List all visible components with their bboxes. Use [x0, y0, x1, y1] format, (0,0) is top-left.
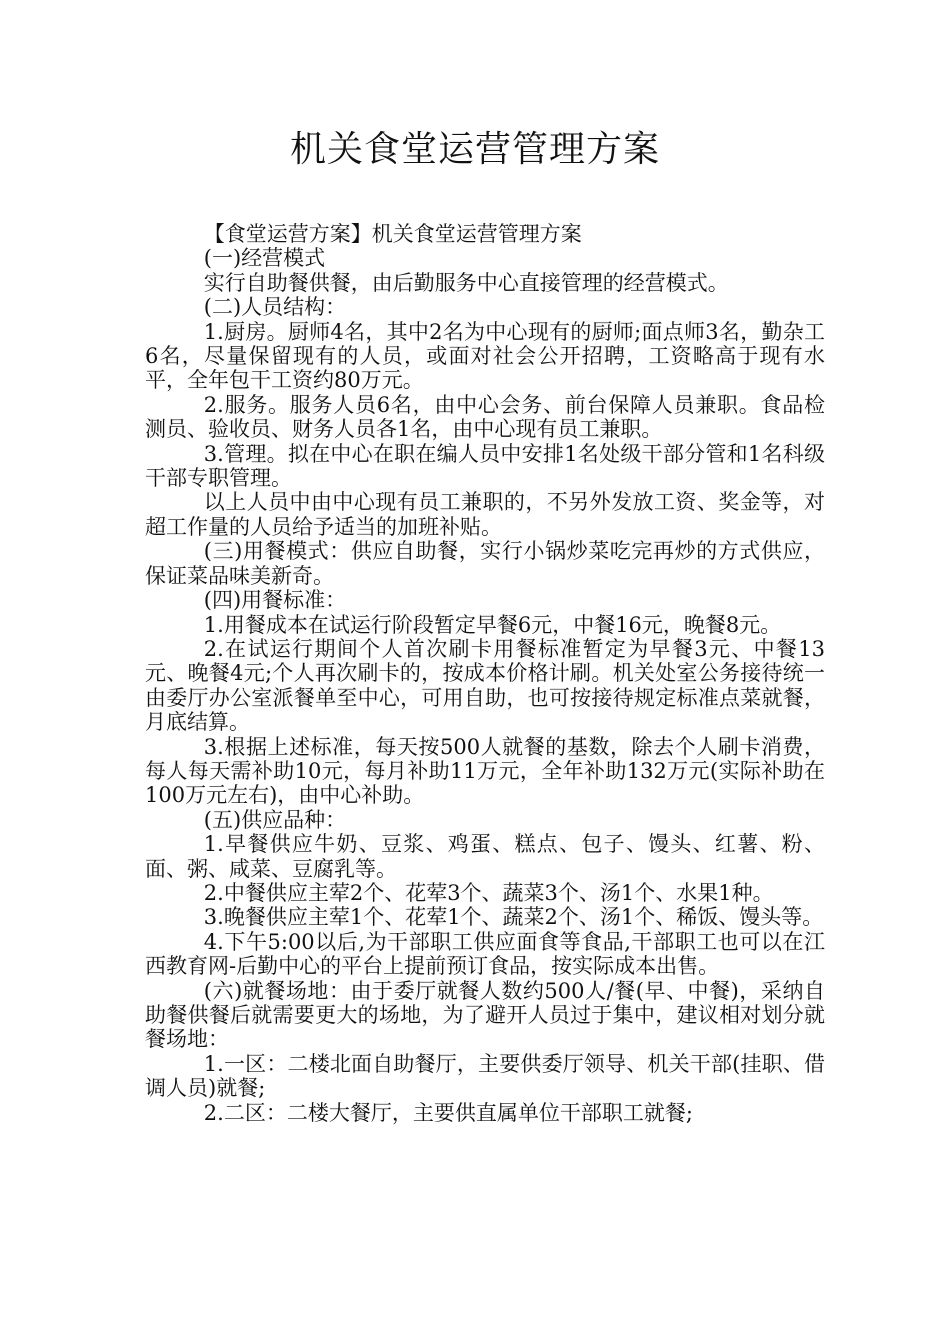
list-item: 1.厨房。厨师4名，其中2名为中心现有的厨师;面点师3名，勤杂工6名，尽量保留现有的人员，或面对社会公开招聘，工资略高于现有水平，全年包干工资约80万元。 [145, 319, 825, 393]
list-item: 2.在试运行期间个人首次刷卡用餐标准暂定为早餐3元、中餐13元、晚餐4元;个人再次刷卡的，按成本价格计刷。机关处室公务接待统一由委厅办公室派餐单至中心，可用自助，也可按接待规定标准点菜就餐，月底结算。 [145, 636, 825, 735]
list-item: 4.下午5:00以后,为干部职工供应面食等食品,干部职工也可以在江西教育网-后勤中心的平台上提前预订食品，按实际成本出售。 [145, 929, 825, 979]
paragraph-intro: 【食堂运营方案】机关食堂运营管理方案 [203, 222, 582, 246]
paragraph: 实行自助餐供餐，由后勤服务中心直接管理的经营模式。 [203, 270, 729, 295]
list-item: 2.二区：二楼大餐厅，主要供直属单位干部职工就餐; [203, 1100, 693, 1125]
list-item: 1.用餐成本在试运行阶段暂定早餐6元，中餐16元，晚餐8元。 [203, 612, 782, 637]
list-item: 2.服务。服务人员6名，由中心会务、前台保障人员兼职。食品检测员、验收员、财务人员各1名，由中心现有员工兼职。 [145, 392, 825, 442]
list-item: 1.早餐供应牛奶、豆浆、鸡蛋、糕点、包子、馒头、红薯、粉、面、粥、咸菜、豆腐乳等。 [145, 832, 825, 881]
section-heading-4: (四)用餐标准： [203, 588, 347, 613]
section-heading-2: (二)人员结构： [203, 295, 347, 320]
section-heading-3: (三)用餐模式：供应自助餐，实行小锅炒菜吃完再炒的方式供应，保证菜品味美新奇。 [145, 539, 825, 588]
section-heading-1: (一)经营模式 [203, 246, 326, 271]
document-body [145, 222, 825, 1125]
list-item: 1.一区：二楼北面自助餐厅，主要供委厅领导、机关干部(挂职、借调人员)就餐; [145, 1051, 825, 1101]
list-item: 3.管理。拟在中心在职在编人员中安排1名处级干部分管和1名科级干部专职管理。 [145, 441, 825, 491]
section-heading-6: (六)就餐场地：由于委厅就餐人数约500人/餐(早、中餐)，采纳自助餐供餐后就需要更大的场地，为了避开人员过于集中，建议相对划分就餐场地： [145, 978, 825, 1052]
list-item: 3.根据上述标准，每天按500人就餐的基数，除去个人刷卡消费，每人每天需补助10元，每月补助11万元，全年补助132万元(实际补助在100万元左右)，由中心补助。 [145, 734, 825, 808]
section-heading-5: (五)供应品种： [203, 807, 347, 832]
list-item: 3.晚餐供应主荤1个、花荤1个、蔬菜2个、汤1个、稀饭、馒头等。 [203, 905, 824, 930]
paragraph: 以上人员中由中心现有员工兼职的，不另外发放工资、奖金等，对超工作量的人员给予适当的加班补贴。 [145, 490, 825, 539]
document-title: 机关食堂运营管理方案 [289, 129, 660, 170]
list-item: 2.中餐供应主荤2个、花荤3个、蔬菜3个、汤1个、水果1种。 [203, 880, 774, 905]
